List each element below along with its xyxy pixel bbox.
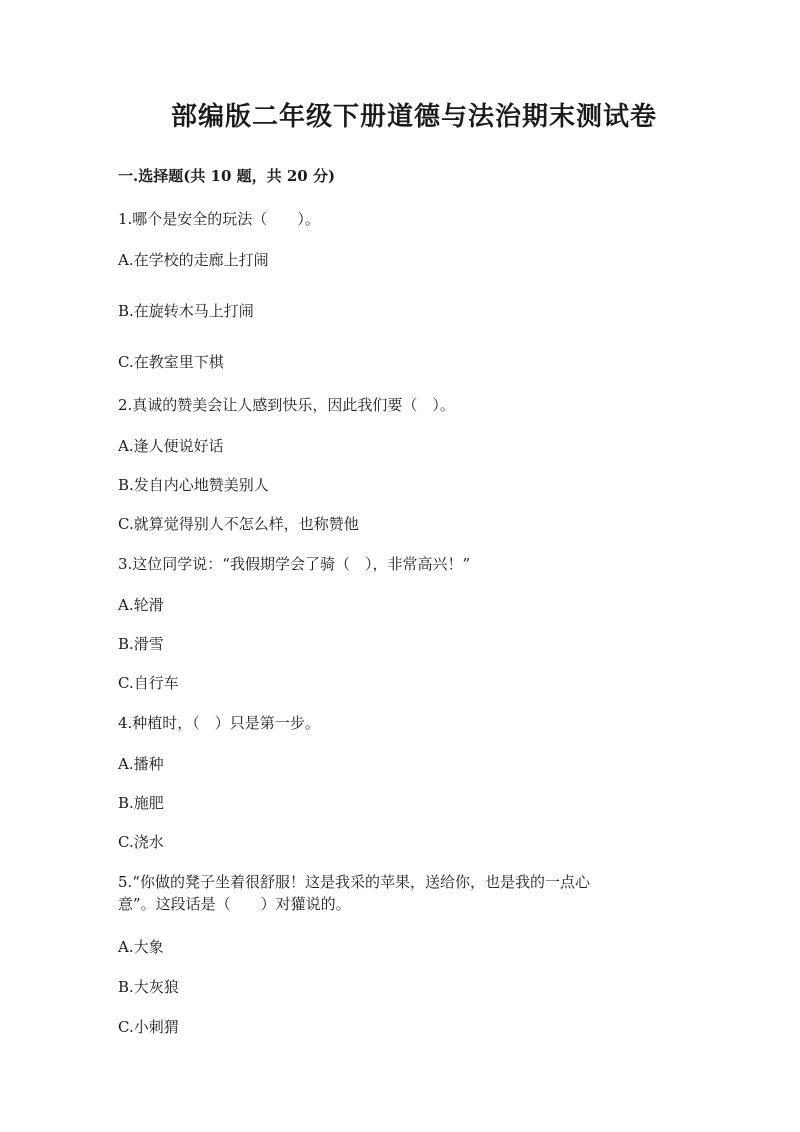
option-c: C.自行车 xyxy=(118,674,179,692)
option-a: A.播种 xyxy=(118,755,164,773)
option-a: A.大象 xyxy=(118,938,164,956)
page-title: 部编版二年级下册道德与法治期末测试卷 xyxy=(170,102,657,132)
question-stem: 3.这位同学说：“我假期学会了骑（ ），非常高兴！” xyxy=(118,555,471,573)
option-c: C.在教室里下棋 xyxy=(118,353,224,371)
option-c: C.浇水 xyxy=(118,833,164,851)
option-a: A.逢人便说好话 xyxy=(118,437,224,455)
option-c: C.就算觉得别人不怎么样，也称赞他 xyxy=(118,515,359,533)
option-a: A.在学校的走廊上打闹 xyxy=(118,251,269,269)
question-stem: 1.哪个是安全的玩法（ ）。 xyxy=(118,210,320,228)
question-5 xyxy=(118,871,710,1037)
question-stem: 2.真诚的赞美会让人感到快乐，因此我们要（ ）。 xyxy=(118,396,455,414)
option-b: B.大灰狼 xyxy=(118,978,179,996)
option-c: C.小刺猬 xyxy=(118,1018,179,1036)
option-b: B.发自内心地赞美别人 xyxy=(118,476,269,494)
question-stem-line-2: 意”。这段话是（ ）对獾说的。 xyxy=(118,895,351,913)
option-b: B.在旋转木马上打闹 xyxy=(118,302,254,320)
section-heading: 一.选择题(共 10 题，共 20 分) xyxy=(118,167,336,185)
question-3 xyxy=(118,553,710,693)
option-b: B.施肥 xyxy=(118,794,164,812)
question-stem-line-1: 5.“你做的凳子坐着很舒服！这是我采的苹果，送给你，也是我的一点心 xyxy=(118,873,590,891)
option-b: B.滑雪 xyxy=(118,635,164,653)
question-2 xyxy=(118,394,710,534)
question-4 xyxy=(118,712,710,852)
question-1 xyxy=(118,208,710,372)
question-stem xyxy=(118,871,710,915)
question-stem: 4.种植时，（ ）只是第一步。 xyxy=(118,714,320,732)
option-a: A.轮滑 xyxy=(118,596,164,614)
